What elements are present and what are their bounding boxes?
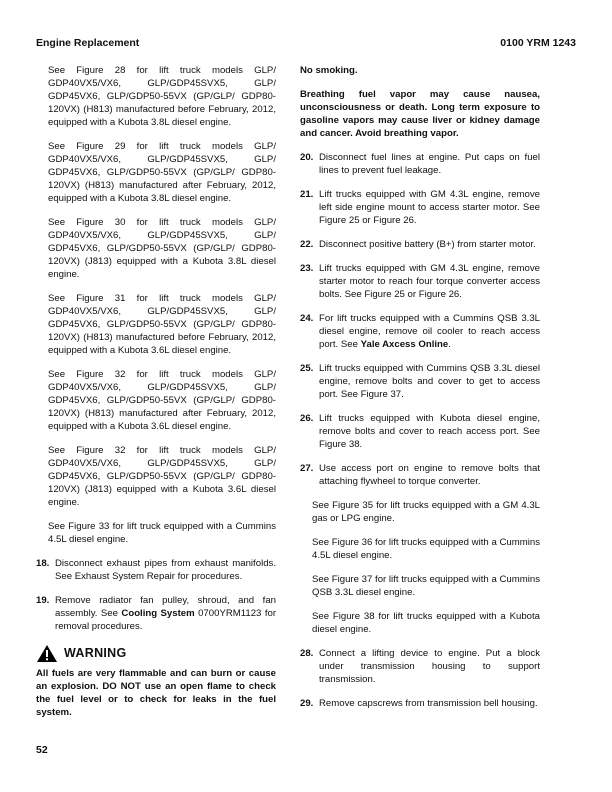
cross-reference: Cooling System [121,608,195,619]
warning-heading [36,644,276,663]
step-text: Lift trucks equipped with GM 4.3L engine, remove starter motor to reach four torque converter access bolts. See Figure 25 or Figure 26. [319,263,540,300]
step-text: Use access port on engine to remove bolts that attaching flywheel to torque converter. [319,463,540,487]
procedure-step [300,151,540,177]
figure-reference: See Figure 31 for lift truck models GLP/ GDP40VX5/VX6, GLP/GDP45SVX5, GLP/ GDP45VX6, GLP/GDP50-55VX (GP/GLP/ GDP80-120VX) (H813) manufactured before February, 2012, equipped with a Kubota 3.6L diesel engine. [48,293,276,356]
procedure-step [300,188,540,227]
figure-reference: See Figure 32 for lift truck models GLP/ GDP40VX5/VX6, GLP/GDP45SVX5, GLP/ GDP45VX6, GLP/GDP50-55VX (GP/GLP/ GDP80-120VX) (H813) manufactured after February, 2012, equipped with a Kubota 3.6L diesel engine. [48,369,276,432]
document-code: 0100 YRM 1243 [500,37,576,49]
procedure-step [300,647,540,686]
procedure-step [300,238,540,251]
step-number: 20. [300,152,314,163]
step-number: 19. [36,595,50,606]
figure-reference: See Figure 30 for lift truck models GLP/ GDP40VX5/VX6, GLP/GDP45SVX5, GLP/ GDP45VX6, GLP/GDP50-55VX (GP/GLP/ GDP80-120VX) (J813) equipped with a Kubota 3.8L diesel engine. [48,217,276,280]
step-number: 29. [300,698,314,709]
procedure-step [300,362,540,401]
figure-reference: See Figure 33 for lift truck equipped with a Cummins 4.5L diesel engine. [48,521,276,545]
step-text: Lift trucks equipped with Kubota diesel engine, remove bolts and cover to reach access port. See Figure 38. [319,413,540,450]
warning-box [36,644,276,719]
procedure-step [300,312,540,351]
procedure-step [300,412,540,451]
step-text: Lift trucks equipped with Cummins QSB 3.3L diesel engine, remove bolts and cover to get to access port. See Figure 37. [319,363,540,400]
procedure-step [300,262,540,301]
step-text: Remove capscrews from transmission bell housing. [319,698,538,709]
figure-reference: See Figure 38 for lift trucks equipped with a Kubota diesel engine. [312,611,540,635]
figure-reference: See Figure 32 for lift truck models GLP/ GDP40VX5/VX6, GLP/GDP45SVX5, GLP/ GDP45VX6, GLP/GDP50-55VX (GP/GLP/ GDP80-120VX) (J813) equipped with a Kubota 3.6L diesel engine. [48,445,276,508]
vapor-warning-text: Breathing fuel vapor may cause nausea, unconsciousness or death. Long term exposure to gasoline vapors may cause liver or kidney damage and cancer. Avoid breathing vapor. [300,89,540,139]
figure-reference: See Figure 35 for lift trucks equipped with a GM 4.3L gas or LPG engine. [312,500,540,524]
cross-reference: Yale Axcess Online [360,339,449,350]
warning-label: WARNING [64,646,127,660]
no-smoking-text: No smoking. [300,65,358,76]
step-text: Remove radiator fan pulley, shroud, and fan assembly. See Cooling System 0700YRM1123 for removal procedures. [55,595,277,632]
figure-reference: See Figure 29 for lift truck models GLP/ GDP40VX5/VX6, GLP/GDP45SVX5, GLP/ GDP45VX6, GLP/GDP50-55VX (GP/GLP/ GDP80-120VX) (H813) manufactured after February, 2012, equipped with a Kubota 3.8L diesel engine. [48,141,276,204]
procedure-step [36,594,276,633]
step-number: 23. [300,263,314,274]
step-text: Lift trucks equipped with GM 4.3L engine, remove left side engine mount to access starter motor. See Figure 25 or Figure 26. [319,189,540,226]
step-number: 18. [36,558,50,569]
step-number: 27. [300,463,314,474]
warning-text: All fuels are very flammable and can burn or cause an explosion. DO NOT use an open flame to check the fuel level or to check for leaks in the fuel system. [36,668,276,718]
step-number: 26. [300,413,314,424]
step-number: 25. [300,363,314,374]
figure-reference: See Figure 37 for lift trucks equipped with a Cummins QSB 3.3L diesel engine. [312,574,540,598]
step-number: 28. [300,648,314,659]
right-column [300,64,540,721]
warning-triangle-icon [36,644,58,663]
procedure-step [300,462,540,488]
procedure-step [36,557,276,583]
step-number: 21. [300,189,314,200]
step-number: 22. [300,239,314,250]
page-number: 52 [36,744,48,756]
step-text: For lift trucks equipped with a Cummins QSB 3.3L diesel engine, remove oil cooler to reach access port. See Yale Axcess Online. [319,313,540,350]
step-number: 24. [300,313,314,324]
step-text: Disconnect exhaust pipes from exhaust manifolds. See Exhaust System Repair for procedures. [55,558,276,582]
figure-reference: See Figure 36 for lift trucks equipped with a Cummins 4.5L diesel engine. [312,537,540,561]
step-text: Disconnect positive battery (B+) from starter motor. [319,239,536,250]
section-title: Engine Replacement [36,37,140,49]
figure-reference: See Figure 28 for lift truck models GLP/ GDP40VX5/VX6, GLP/GDP45SVX5, GLP/ GDP45VX6, GLP/GDP50-55VX (GP/GLP/ GDP80-120VX) (H813) manufactured before February, 2012, equipped with a Kubota 3.8L diesel engine. [48,65,276,128]
step-text: Connect a lifting device to engine. Put a block under transmission housing to support transmission. [319,648,540,685]
procedure-step [300,697,540,710]
step-text: Disconnect fuel lines at engine. Put caps on fuel lines to prevent fuel leakage. [319,152,540,176]
left-column [36,64,276,719]
